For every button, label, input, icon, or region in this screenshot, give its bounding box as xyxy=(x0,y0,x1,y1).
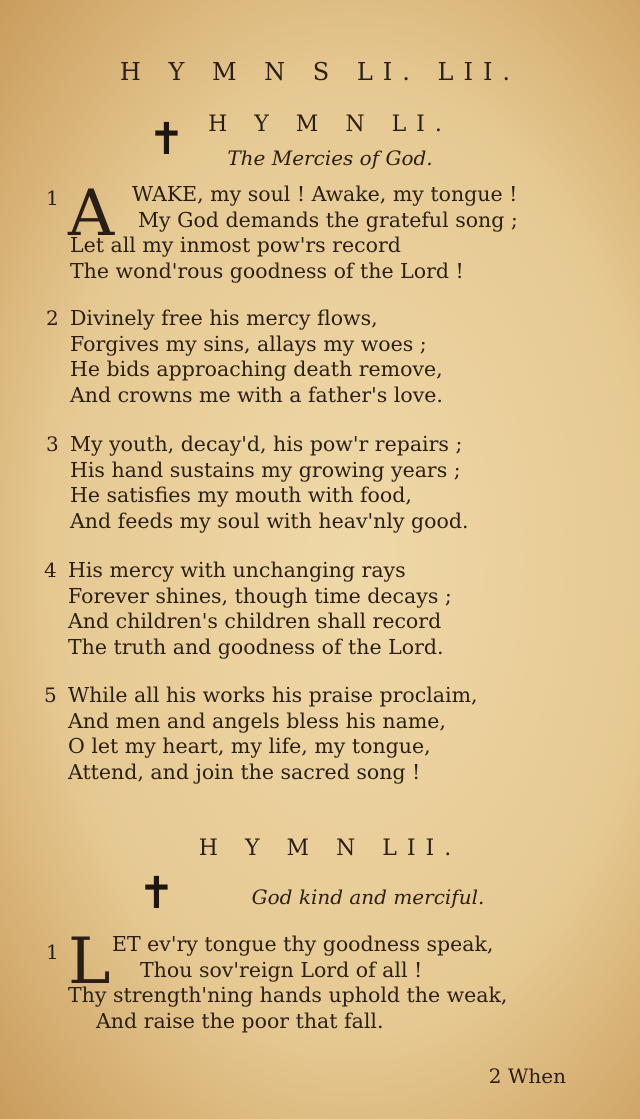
stanza-number: 4 xyxy=(44,558,57,582)
verse-line: ET ev'ry tongue thy goodness speak, xyxy=(112,932,494,956)
hymn-52-subtitle: God kind and merciful. xyxy=(251,885,485,909)
stanza-number: 1 xyxy=(46,186,59,210)
verse-line: And raise the poor that fall. xyxy=(96,1008,384,1033)
verse-line: And feeds my soul with heav'nly good. xyxy=(70,508,469,533)
verse-line: Let all my inmost pow'rs record xyxy=(70,233,401,257)
verse-line: His hand sustains my growing years ; xyxy=(70,457,461,482)
verse-line: He satisfies my mouth with food, xyxy=(70,483,412,507)
stanza-number: 2 xyxy=(46,306,59,330)
verse-line: Thy strength'ning hands uphold the weak, xyxy=(68,983,508,1007)
verse-line: Thou sov'reign Lord of all ! xyxy=(140,957,423,982)
hymn-52-stanza-1 xyxy=(40,925,600,1034)
hymn-51-stanza-5 xyxy=(40,683,600,785)
verse-line: Forgives my sins, allays my woes ; xyxy=(70,331,427,356)
verse-line: He bids approaching death remove, xyxy=(70,357,443,381)
verse-line: Divinely free his mercy flows, xyxy=(70,306,378,330)
verse-line: His mercy with unchanging rays xyxy=(68,558,406,582)
hymn-51-stanza-3 xyxy=(40,432,600,534)
drop-cap: L xyxy=(68,925,111,999)
verse-line: And men and angels bless his name, xyxy=(68,708,446,733)
hymn-51-stanza-1 xyxy=(40,177,600,284)
hymn-51-subtitle: The Mercies of God. xyxy=(227,146,433,170)
verse-line: The truth and goodness of the Lord. xyxy=(68,634,444,659)
verse-line: Attend, and join the sacred song ! xyxy=(68,759,421,784)
verse-line: And children's children shall record xyxy=(68,609,442,633)
hymn-51-stanza-2 xyxy=(40,306,600,408)
verse-line: And crowns me with a father's love. xyxy=(70,382,443,407)
running-head: H Y M N S LI. LII. xyxy=(119,58,521,86)
verse-line: My God demands the grateful song ; xyxy=(138,207,518,232)
stanza-number: 1 xyxy=(46,940,59,964)
verse-line: Forever shines, though time decays ; xyxy=(68,583,452,608)
hymn-51-title: H Y M N LI. xyxy=(208,112,452,137)
hymn-51-stanza-4 xyxy=(40,558,600,660)
verse-line: WAKE, my soul ! Awake, my tongue ! xyxy=(132,182,518,206)
hymn-52-title: H Y M N LII. xyxy=(198,836,462,861)
verse-line: O let my heart, my life, my tongue, xyxy=(68,734,431,758)
verse-line: The wond'rous goodness of the Lord ! xyxy=(70,258,464,283)
verse-line: While all his works his praise proclaim, xyxy=(68,683,478,707)
verse-line: My youth, decay'd, his pow'r repairs ; xyxy=(70,432,463,456)
stanza-number: 3 xyxy=(46,432,59,456)
drop-cap: A xyxy=(68,177,115,251)
stanza-number: 5 xyxy=(44,683,57,707)
manuscript-cross-mark: ✝ xyxy=(148,114,185,165)
manuscript-cross-mark: ✝ xyxy=(138,868,175,919)
catchword: 2 When xyxy=(488,1064,566,1088)
